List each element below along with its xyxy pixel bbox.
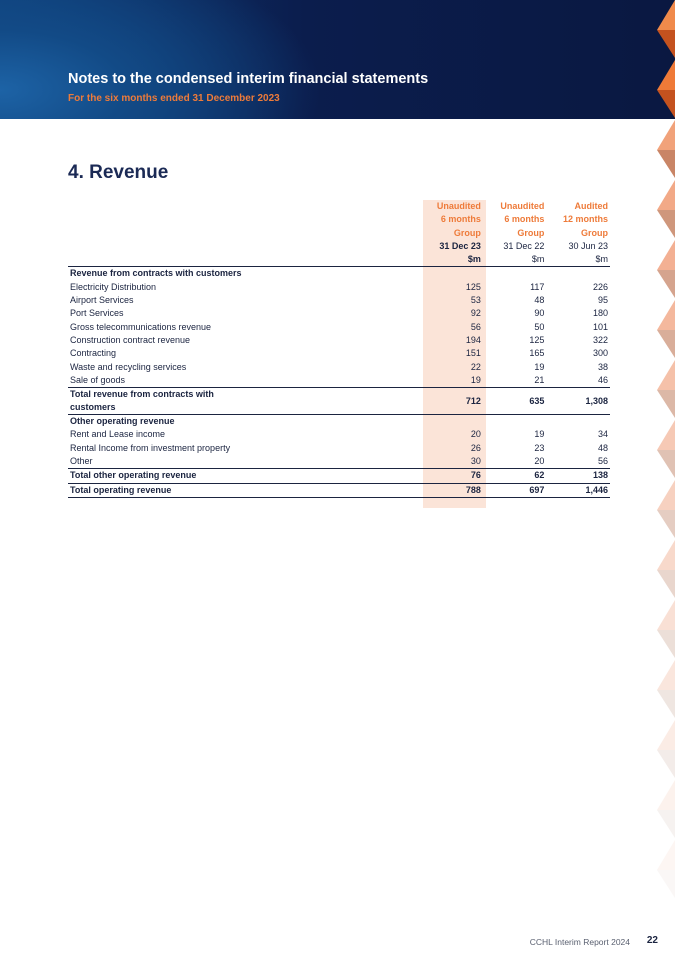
table-row <box>68 307 610 320</box>
row-label: Airport Services <box>70 295 134 306</box>
section-heading-other <box>68 415 610 429</box>
row-label: Rental Income from investment property <box>70 442 231 453</box>
decorative-chevron-border <box>645 0 675 955</box>
cell-value: 21 <box>534 374 545 385</box>
footer-report-name: CCHL Interim Report 2024 <box>529 937 630 947</box>
table-row <box>68 374 610 388</box>
cell-value: 125 <box>529 334 545 345</box>
page-header <box>0 0 675 119</box>
row-label: Other <box>70 456 93 467</box>
col1-audit: Unaudited <box>436 201 481 211</box>
header-subtitle: For the six months ended 31 December 2023 <box>68 93 280 104</box>
table-row <box>68 321 610 334</box>
cell-value: 53 <box>470 295 481 306</box>
page-number: 22 <box>646 935 658 946</box>
header-row-entity <box>68 227 610 240</box>
grand-total-label: Total operating revenue <box>68 483 419 497</box>
grand-total-value: 788 <box>419 483 483 497</box>
row-label: Rent and Lease income <box>70 429 166 440</box>
total-contracts-label-line2: customers <box>70 402 116 413</box>
cell-value: 46 <box>597 374 608 385</box>
revenue-table <box>68 200 610 498</box>
cell-value: 90 <box>534 308 545 319</box>
cell-value: 38 <box>597 361 608 372</box>
cell-value: 30 <box>470 456 481 467</box>
cell-value: 151 <box>465 348 481 359</box>
cell-value: 56 <box>470 321 481 332</box>
total-value: 635 <box>483 388 547 415</box>
total-contracts-label <box>68 388 419 415</box>
header-row-date <box>68 240 610 253</box>
col1-period: 6 months <box>440 214 481 225</box>
col2-entity: Group <box>517 227 545 238</box>
cell-value: 48 <box>534 295 545 306</box>
section-heading-label: Other operating revenue <box>70 416 175 427</box>
col2-audit: Unaudited <box>500 201 545 211</box>
total-other-label: Total other operating revenue <box>68 469 419 483</box>
grand-total-row <box>68 483 610 497</box>
col1-date: 31 Dec 23 <box>439 240 481 251</box>
col3-audit: Audited <box>574 201 608 211</box>
cell-value: 50 <box>534 321 545 332</box>
cell-value: 56 <box>597 456 608 467</box>
cell-value: 48 <box>597 442 608 453</box>
grand-total-value: 1,446 <box>546 483 610 497</box>
col3-period: 12 months <box>562 214 608 225</box>
total-value: 138 <box>546 469 610 483</box>
table-row <box>68 361 610 374</box>
total-other-row <box>68 469 610 483</box>
row-label: Gross telecommunications revenue <box>70 321 212 332</box>
table-row <box>68 334 610 347</box>
total-value: 712 <box>419 388 483 415</box>
section-heading-label: Revenue from contracts with customers <box>70 268 242 279</box>
cell-value: 300 <box>592 348 608 359</box>
col3-entity: Group <box>581 227 608 238</box>
table-row <box>68 442 610 455</box>
total-value: 76 <box>419 469 483 483</box>
row-label: Contracting <box>70 348 117 359</box>
cell-value: 20 <box>534 456 545 467</box>
section-title: 4. Revenue <box>68 162 169 183</box>
cell-value: 20 <box>470 429 481 440</box>
row-label: Construction contract revenue <box>70 334 191 345</box>
cell-value: 23 <box>534 442 545 453</box>
cell-value: 19 <box>470 374 481 385</box>
cell-value: 165 <box>529 348 545 359</box>
table-row <box>68 347 610 360</box>
row-label: Waste and recycling services <box>70 361 187 372</box>
col2-period: 6 months <box>504 214 545 225</box>
row-label: Electricity Distribution <box>70 281 157 292</box>
cell-value: 92 <box>470 308 481 319</box>
cell-value: 101 <box>592 321 608 332</box>
cell-value: 95 <box>597 295 608 306</box>
col2-date: 31 Dec 22 <box>503 240 545 251</box>
total-contracts-row <box>68 388 610 415</box>
cell-value: 322 <box>592 334 608 345</box>
section-heading-contracts <box>68 267 610 281</box>
row-label: Port Services <box>70 308 124 319</box>
cell-value: 226 <box>592 281 608 292</box>
header-row-period <box>68 213 610 226</box>
col1-unit: $m <box>419 253 483 267</box>
col2-unit: $m <box>483 253 547 267</box>
grand-total-value: 697 <box>483 483 547 497</box>
cell-value: 180 <box>592 308 608 319</box>
table-row <box>68 428 610 441</box>
table-row <box>68 281 610 294</box>
row-label: Sale of goods <box>70 374 126 385</box>
cell-value: 19 <box>534 429 545 440</box>
header-title: Notes to the condensed interim financial statements <box>68 71 429 87</box>
total-value: 1,308 <box>546 388 610 415</box>
header-row-audit <box>68 200 610 213</box>
total-contracts-label-line1: Total revenue from contracts with <box>70 389 214 400</box>
header-row-unit <box>68 253 610 267</box>
col3-date: 30 Jun 23 <box>568 240 608 251</box>
total-value: 62 <box>483 469 547 483</box>
table-row <box>68 455 610 469</box>
cell-value: 117 <box>530 281 545 292</box>
cell-value: 19 <box>534 361 545 372</box>
cell-value: 125 <box>465 281 481 292</box>
col1-entity: Group <box>453 227 481 238</box>
table-row <box>68 294 610 307</box>
cell-value: 26 <box>470 442 481 453</box>
cell-value: 34 <box>597 429 608 440</box>
cell-value: 22 <box>470 361 481 372</box>
col3-unit: $m <box>546 253 610 267</box>
cell-value: 194 <box>465 334 481 345</box>
